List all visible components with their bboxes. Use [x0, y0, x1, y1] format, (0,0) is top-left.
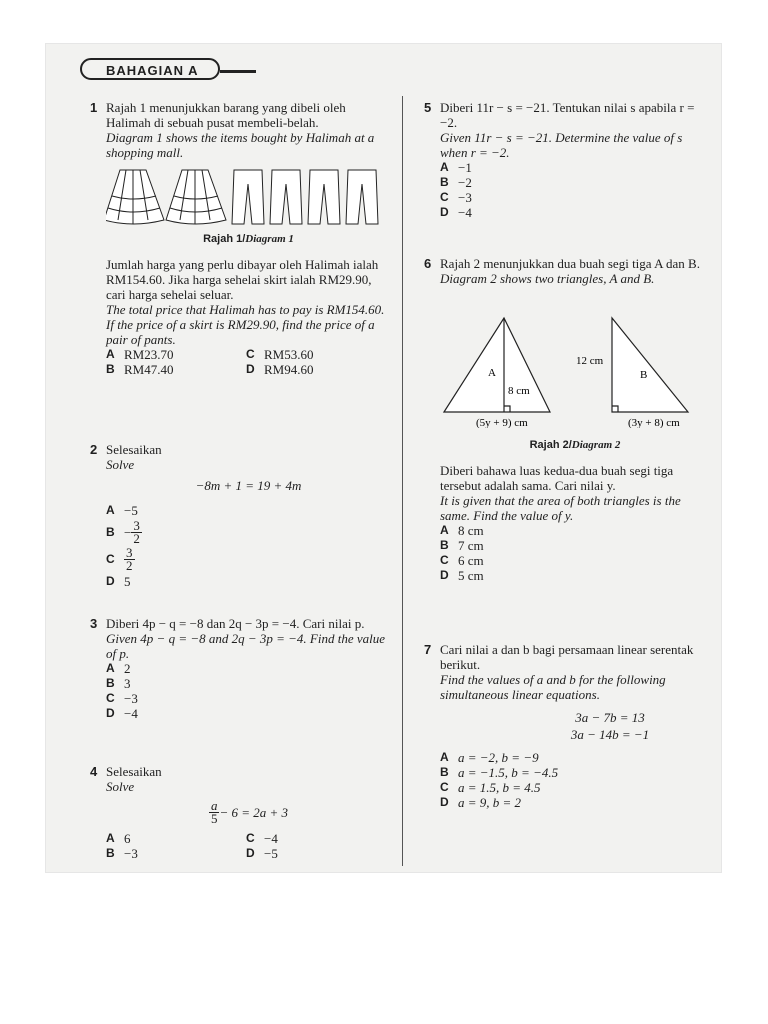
question-1 — [90, 100, 391, 377]
triangle-a — [444, 318, 550, 412]
option-a[interactable]: A 8 cm — [440, 523, 484, 538]
triangle-a-height: 8 cm — [508, 385, 530, 397]
option-b[interactable]: B 7 cm — [440, 538, 484, 553]
option-c[interactable]: C −3 — [106, 691, 138, 706]
fraction: $\frac{3}{2}$ — [126, 545, 133, 573]
option-a[interactable]: A 2 — [106, 661, 131, 676]
option-d[interactable]: D −4 — [106, 706, 138, 721]
diagram-1-items — [106, 166, 386, 228]
pants-icon — [346, 170, 378, 224]
section-tag: BAHAGIAN A — [80, 58, 220, 80]
option-b[interactable]: B −3 — [106, 846, 138, 861]
question-text-english: Given 4p − q = −8 and 2q − 3p = −4. Find the value of p. — [106, 631, 386, 661]
question-7 — [424, 642, 710, 810]
triangle-b — [612, 318, 688, 412]
question-text-english: Given 11r − s = −21. Determine the value of s when r = −2. — [440, 130, 683, 160]
section-tag-line — [220, 70, 256, 73]
option-d[interactable]: D −4 — [440, 205, 472, 220]
question-text-english: Find the values of a and b for the following simultaneous linear equations. — [440, 672, 666, 702]
option-c[interactable]: C −3 — [440, 190, 472, 205]
option-b[interactable]: B a = −1.5, b = −4.5 — [440, 765, 559, 780]
question-body-english: It is given that the area of both triangles is the same. Find the value of y. — [440, 493, 681, 523]
question-number: 7 — [424, 642, 432, 657]
option-d[interactable]: D RM94.60 — [246, 362, 314, 377]
skirt-icon — [166, 170, 226, 224]
options-row — [106, 347, 391, 362]
option-d[interactable]: D 5 — [106, 574, 131, 589]
question-text-malay: Selesaikan — [106, 442, 162, 457]
triangle-b-label: B — [640, 369, 648, 381]
question-text-english: Solve — [106, 457, 135, 472]
option-b[interactable]: B RM47.40 — [106, 362, 174, 377]
question-text-malay: Rajah 2 menunjukkan dua buah segi tiga A dan B. — [440, 256, 700, 271]
equation-2: 3a − 14b = −1 — [570, 727, 650, 742]
question-number: 1 — [90, 100, 98, 115]
question-number: 2 — [90, 442, 98, 457]
diagram-caption: Rajah 2/Diagram 2 — [529, 439, 621, 451]
question-body-malay: Jumlah harga yang perlu dibayar oleh Halimah ialah RM154.60. Jika harga sehelai skirt ialah RM29.90, cari harga sehelai seluar. — [106, 257, 379, 302]
pants-icon — [232, 170, 264, 224]
question-text-malay: Diberi 11r − s = −21. Tentukan nilai s apabila r = −2. — [440, 100, 695, 130]
option-d[interactable]: D 5 cm — [440, 568, 484, 583]
option-b[interactable]: B 3 — [106, 676, 131, 691]
option-c[interactable]: C a = 1.5, b = 4.5 — [440, 780, 541, 795]
triangle-a-label: A — [488, 367, 496, 379]
equation-1: 3a − 7b = 13 — [575, 710, 645, 725]
question-text-malay: Diberi 4p − q = −8 dan 2q − 3p = −4. Cari nilai p. — [106, 616, 365, 631]
question-number: 6 — [424, 256, 432, 271]
question-text-english: Diagram 2 shows two triangles, A and B. — [440, 271, 655, 286]
question-3 — [90, 616, 391, 721]
diagram-caption: Rajah 1/Diagram 1 — [203, 233, 294, 245]
option-c[interactable]: C $\frac{3}{2}$ — [106, 545, 133, 573]
options-row — [106, 831, 391, 846]
column-divider — [402, 96, 403, 866]
option-a[interactable]: A 6 — [106, 831, 131, 846]
option-a[interactable]: A a = −2, b = −9 — [440, 750, 539, 765]
options-row — [106, 846, 391, 861]
option-c[interactable]: C 6 cm — [440, 553, 484, 568]
option-c[interactable]: C −4 — [246, 831, 278, 846]
option-c[interactable]: C RM53.60 — [246, 347, 314, 362]
triangle-b-height: 12 cm — [576, 355, 604, 367]
fraction: $\frac{3}{2}$ — [133, 518, 140, 546]
option-d[interactable]: D a = 9, b = 2 — [440, 795, 522, 810]
question-body-malay: Diberi bahawa luas kedua-dua buah segi tiga tersebut adalah sama. Cari nilai y. — [440, 463, 674, 493]
option-a[interactable]: A RM23.70 — [106, 347, 174, 362]
pants-icon — [270, 170, 302, 224]
option-a[interactable]: A −5 — [106, 503, 138, 518]
option-a[interactable]: A −1 — [440, 160, 472, 175]
skirt-icon — [106, 170, 164, 224]
question-number: 3 — [90, 616, 98, 631]
question-text-english: Diagram 1 shows the items bought by Halimah at a shopping mall. — [106, 130, 375, 160]
option-b[interactable]: B − $\frac{3}{2}$ — [106, 518, 140, 546]
option-d[interactable]: D −5 — [246, 846, 278, 861]
question-6 — [424, 256, 710, 583]
equation: $\frac{a}{5}$ − 6 = 2a + 3 — [210, 798, 289, 826]
exam-page — [46, 44, 721, 872]
question-text-english: Solve — [106, 779, 135, 794]
question-5 — [424, 100, 710, 220]
question-number: 5 — [424, 100, 432, 115]
triangle-a-base: (5y + 9) cm — [476, 417, 528, 428]
question-text-malay: Rajah 1 menunjukkan barang yang dibeli oleh Halimah di sebuah pusat membeli-belah. — [106, 100, 346, 130]
pants-icon — [308, 170, 340, 224]
question-4 — [90, 764, 391, 861]
equation: −8m + 1 = 19 + 4m — [195, 478, 302, 493]
diagram-2-triangles — [440, 316, 710, 428]
question-2 — [90, 442, 391, 589]
triangle-b-base: (3y + 8) cm — [628, 417, 680, 428]
question-text-malay: Selesaikan — [106, 764, 162, 779]
question-body-english: The total price that Halimah has to pay is RM154.60. If the price of a skirt is RM29.90, find the price of a pair of pants. — [106, 302, 385, 347]
question-text-malay: Cari nilai a dan b bagi persamaan linear serentak berikut. — [440, 642, 694, 672]
options-row — [106, 362, 391, 377]
option-b[interactable]: B −2 — [440, 175, 472, 190]
question-number: 4 — [90, 764, 98, 779]
